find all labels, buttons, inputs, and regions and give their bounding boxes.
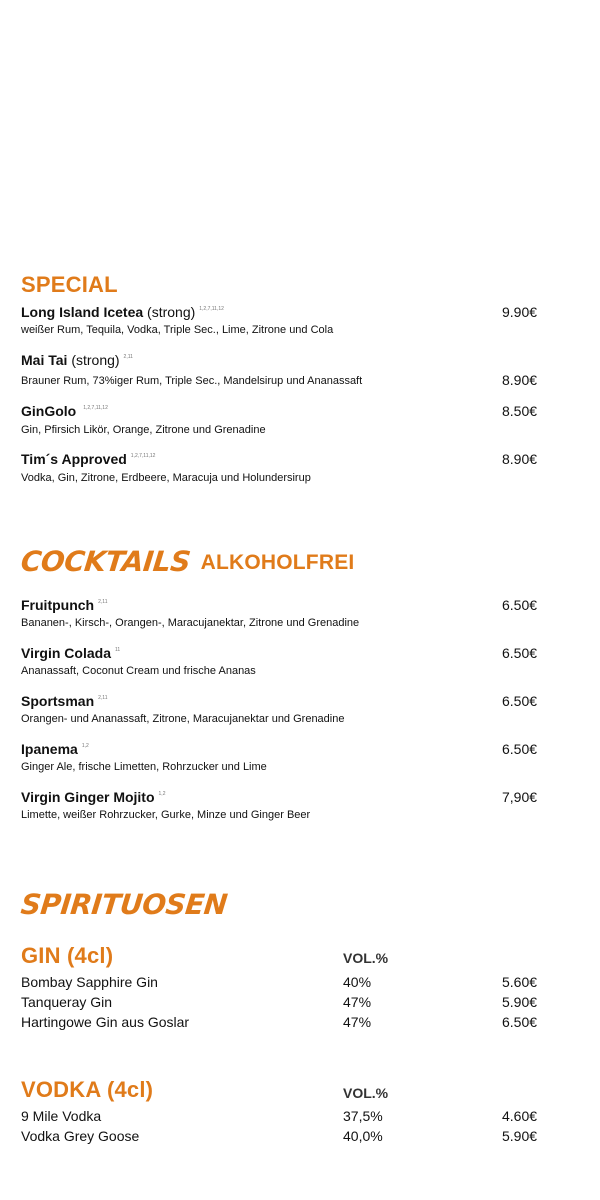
item-description: Gin, Pfirsich Likör, Orange, Zitrone und Grenadine [21, 424, 266, 436]
item-name-text: Ipanema [21, 741, 78, 757]
item-name-text: Virgin Ginger Mojito [21, 789, 155, 805]
spirits-title: SPIRITUOSEN [19, 888, 229, 921]
item-name-text: Tim´s Approved [21, 451, 127, 467]
spirit-name: Tanqueray Gin [21, 994, 113, 1010]
spirit-price: 5.60€ [502, 974, 538, 990]
cocktails-title [21, 545, 354, 581]
allergen-codes: 2,11 [98, 695, 108, 701]
allergen-codes: 2,11 [98, 599, 108, 605]
cocktails-title-rest: ALKOHOLFREI [200, 551, 355, 574]
menu-item-name [21, 451, 155, 467]
item-suffix: (strong) [71, 352, 120, 368]
item-name-text: Sportsman [21, 693, 95, 709]
allergen-codes: 1,2,7,11,12 [199, 306, 224, 312]
spirit-vol: 37,5% [343, 1108, 383, 1124]
vol-header: VOL.% [343, 950, 389, 966]
item-price: 6.50€ [502, 645, 538, 661]
menu-item-name [21, 304, 224, 320]
spirit-name: Vodka Grey Goose [21, 1128, 140, 1144]
allergen-codes: 1,2,7,11,12 [83, 405, 108, 411]
allergen-codes: 1,2,7,11,12 [130, 453, 156, 459]
special-title: SPECIAL [21, 272, 118, 297]
item-description: Ginger Ale, frische Limetten, Rohrzucker und Lime [21, 761, 267, 773]
item-price: 7,90€ [502, 789, 538, 805]
spirit-name: Hartingowe Gin aus Goslar [21, 1014, 190, 1030]
item-price: 6.50€ [502, 597, 538, 613]
item-description: Orangen- und Ananassaft, Zitrone, Maracujanektar und Grenadine [21, 713, 345, 725]
menu-item-name [21, 403, 108, 419]
item-price: 8.90€ [502, 451, 538, 467]
menu-item-name [21, 693, 108, 709]
item-description: Brauner Rum, 73%iger Rum, Triple Sec., Mandelsirup und Ananassaft [21, 375, 363, 387]
spirit-price: 6.50€ [502, 1014, 538, 1030]
item-price: 9.90€ [502, 304, 538, 320]
spirit-vol: 47% [343, 1014, 372, 1030]
item-price: 8.90€ [502, 372, 538, 388]
item-name-text: Mai Tai [21, 352, 68, 368]
spirit-name: Bombay Sapphire Gin [21, 974, 158, 990]
spirit-vol: 40,0% [343, 1128, 383, 1144]
allergen-codes: 11 [114, 647, 121, 653]
spirit-price: 4.60€ [502, 1108, 538, 1124]
gin-title: GIN (4cl) [21, 943, 114, 968]
menu-item-name [21, 741, 89, 757]
item-suffix: (strong) [147, 304, 196, 320]
item-description: weißer Rum, Tequila, Vodka, Triple Sec., Lime, Zitrone und Cola [21, 324, 334, 336]
item-description: Ananassaft, Coconut Cream und frische Ananas [21, 665, 256, 677]
item-name-text: GinGolo [21, 403, 77, 419]
item-description: Vodka, Gin, Zitrone, Erdbeere, Maracuja und Holundersirup [21, 472, 311, 484]
menu-item-name [21, 597, 107, 613]
allergen-codes: 1,2 [158, 791, 166, 797]
menu-item-name [21, 789, 165, 805]
item-description: Bananen-, Kirsch-, Orangen-, Maracujanektar, Zitrone und Grenadine [21, 617, 360, 629]
vol-header: VOL.% [343, 1085, 389, 1101]
item-name-text: Fruitpunch [21, 597, 95, 613]
spirit-price: 5.90€ [502, 1128, 538, 1144]
vodka-title: VODKA (4cl) [21, 1077, 154, 1102]
item-name-text: Long Island Icetea [21, 304, 144, 320]
spirit-vol: 40% [343, 974, 372, 990]
spirit-name: 9 Mile Vodka [21, 1108, 102, 1124]
menu-item-name [21, 645, 120, 661]
spirit-vol: 47% [343, 994, 372, 1010]
item-price: 6.50€ [502, 741, 538, 757]
allergen-codes: 2,11 [123, 354, 133, 360]
menu-item-name [21, 352, 133, 368]
allergen-codes: 1,2 [81, 743, 89, 749]
item-price: 6.50€ [502, 693, 538, 709]
cocktails-title-script: COCKTAILS [19, 545, 192, 578]
item-price: 8.50€ [502, 403, 538, 419]
spirit-price: 5.90€ [502, 994, 538, 1010]
item-description: Limette, weißer Rohrzucker, Gurke, Minze und Ginger Beer [21, 809, 311, 821]
item-name-text: Virgin Colada [21, 645, 111, 661]
